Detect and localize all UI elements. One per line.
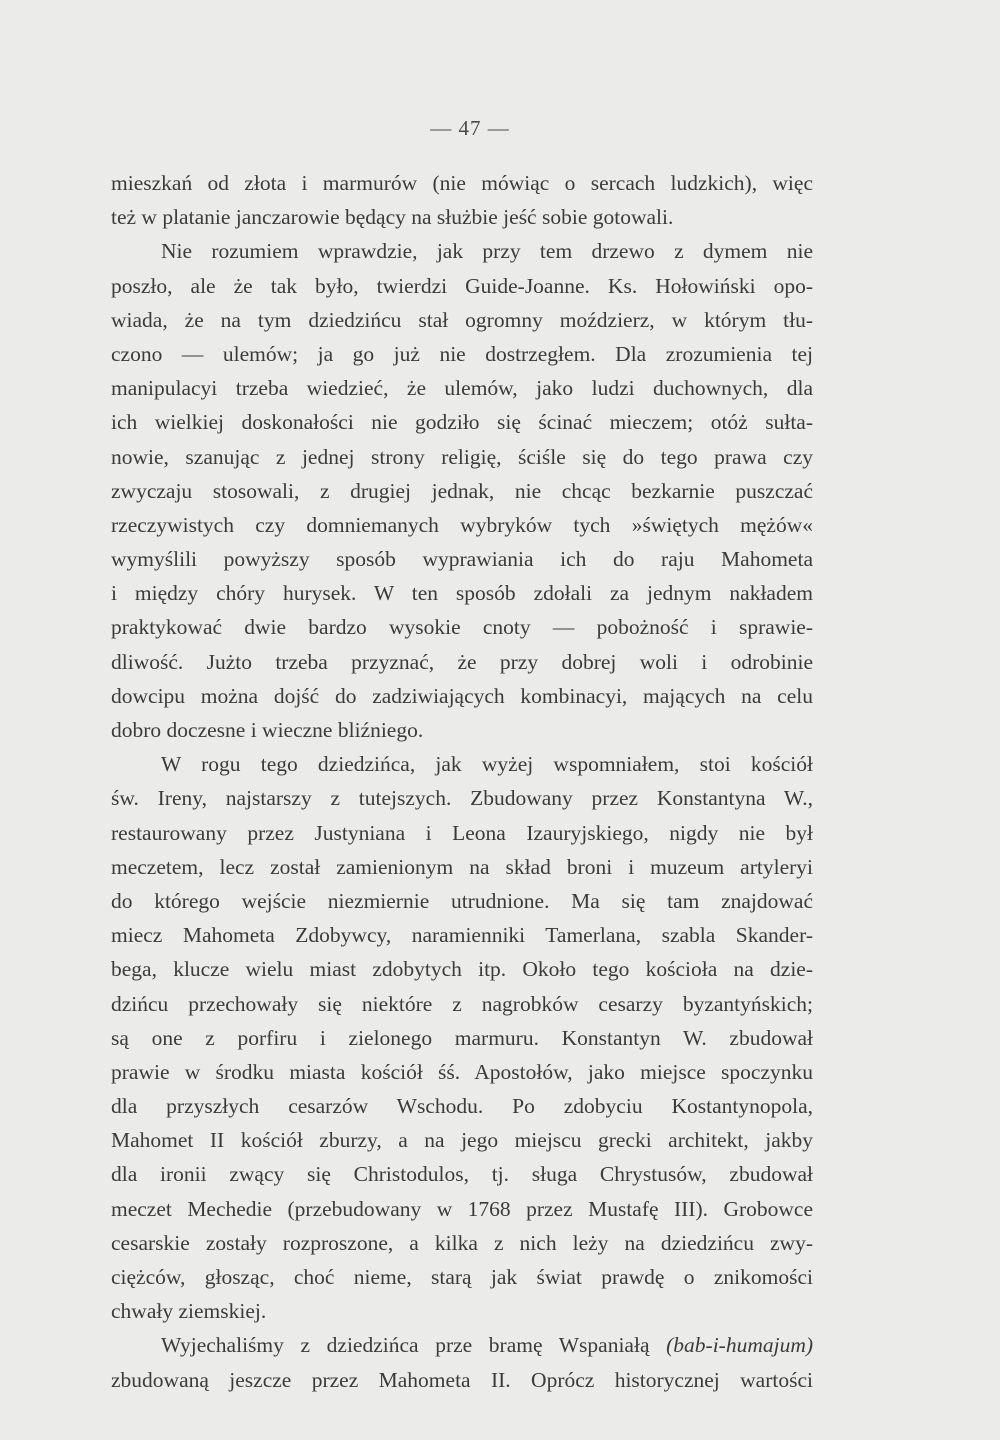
text-line: nowie, szanując z jednej strony religię, ściśle się do tego prawa czy (111, 444, 813, 469)
text-line: czono — ulemów; ja go już nie dostrzegłem. Dla zrozumienia tej (111, 341, 813, 366)
text-line: rzeczywistych czy domniemanych wybryków tych »świętych mężów« (111, 512, 813, 537)
text-line: św. Ireny, najstarszy z tutejszych. Zbudowany przez Konstantyna W., (111, 786, 813, 811)
text-line: dowcipu można dojść do zadziwiających kombinacyi, mających na celu (111, 683, 813, 708)
text-line: praktykować dwie bardzo wysokie cnoty — pobożność i sprawie- (111, 615, 813, 640)
text-line: zbudowaną jeszcze przez Mahometa II. Oprócz historycznej wartości (111, 1367, 813, 1392)
text-line: prawie w środku miasta kościół śś. Apostołów, jako miejsce spoczynku (111, 1059, 813, 1084)
text-line: poszło, ale że tak było, twierdzi Guide-Joanne. Ks. Hołowiński opo- (111, 273, 813, 298)
text-line: Mahomet II kościół zburzy, a na jego miejscu grecki architekt, jakby (111, 1128, 813, 1153)
text-line: chwały ziemskiej. (111, 1299, 267, 1324)
text-line: dla przyszłych cesarzów Wschodu. Po zdobyciu Kostantynopola, (111, 1094, 813, 1119)
text-line: meczetem, lecz został zamienionym na skład broni i muzeum artyleryi (111, 854, 813, 879)
text-line: mieszkań od złota i marmurów (nie mówiąc o sercach ludzkich), więc (111, 171, 813, 195)
text-line: W rogu tego dziedzińca, jak wyżej wspomniałem, stoi kościół (161, 752, 813, 777)
text-line: ciężców, głosząc, choć nieme, starą jak świat prawdę o znikomości (111, 1265, 813, 1289)
text-line: wiada, że na tym dziedzińcu stał ogromny moździerz, w którym tłu- (111, 307, 813, 332)
text-line: miecz Mahometa Zdobywcy, naramienniki Tamerlana, szabla Skander- (111, 923, 813, 948)
text-segment: Wyjechaliśmy z dziedzińca prze bramę Wspaniałą (161, 1333, 650, 1358)
body-text (111, 166, 813, 1397)
text-line: dzińcu przechowały się niektóre z nagrobków cesarzy byzantyńskich; (111, 991, 813, 1016)
text-line: restaurowany przez Justyniana i Leona Izauryjskiego, nigdy nie był (111, 820, 813, 845)
text-line: i między chóry hurysek. W ten sposób zdołali za jednym nakładem (111, 581, 813, 606)
text-line: wymyślili powyższy sposób wyprawiania ich do raju Mahometa (111, 547, 813, 572)
text-line: cesarskie zostały rozproszone, a kilka z nich leży na dziedzińcu zwy- (111, 1230, 813, 1255)
text-line (111, 1328, 813, 1362)
text-line: są one z porfiru i zielonego marmuru. Konstantyn W. zbudował (111, 1025, 813, 1050)
page-number: — 47 — (430, 116, 510, 140)
text-line: do którego wejście niezmiernie utrudnione. Ma się tam znajdować (111, 888, 813, 913)
italic-term: (bab-i-humajum) (666, 1333, 814, 1358)
text-line: też w platanie janczarowie będący na służbie jeść sobie gotowali. (111, 205, 674, 230)
text-line: bega, klucze wielu miast zdobytych itp. Około tego kościoła na dzie- (111, 957, 813, 982)
text-line: dla ironii zwący się Christodulos, tj. sługa Chrystusów, zbudował (111, 1162, 813, 1187)
text-line: dliwość. Jużto trzeba przyznać, że przy dobrej woli i odrobinie (111, 649, 813, 674)
text-line: ich wielkiej doskonałości nie godziło się ścinać mieczem; otóż sułta- (111, 410, 813, 435)
text-line: meczet Mechedie (przebudowany w 1768 przez Mustafę III). Grobowce (111, 1196, 813, 1221)
text-line: dobro doczesne i wieczne bliźniego. (111, 718, 424, 742)
text-line: manipulacyi trzeba wiedzieć, że ulemów, jako ludzi duchownych, dla (111, 376, 813, 401)
text-line: Nie rozumiem wprawdzie, jak przy tem drzewo z dymem nie (161, 239, 813, 264)
text-line: zwyczaju stosowali, z drugiej jednak, nie chcąc bezkarnie puszczać (111, 478, 813, 503)
